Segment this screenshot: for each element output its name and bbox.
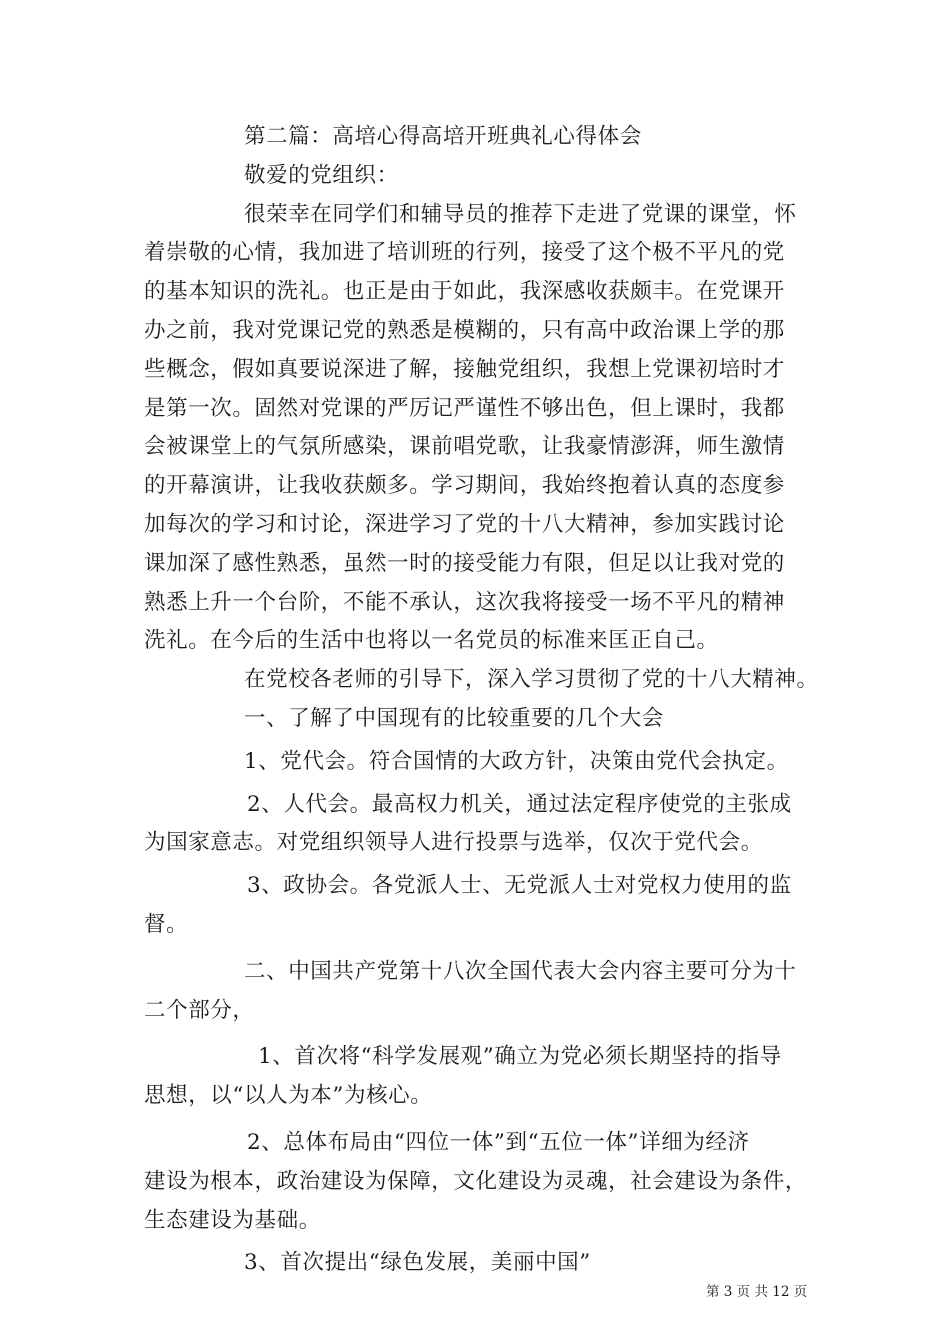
list-item-line: 思想，以“以人为本”为核心。 [144,1083,433,1109]
document-body [144,118,819,1283]
section-2-heading [144,953,814,1031]
list-item-line: 为国家意志。对党组织领导人进行投票与选举，仅次于党代会。 [144,830,763,856]
list-item: 1、党代会。符合国情的大政方针，决策由党代会执定。 [244,748,789,774]
paragraph-line: 是第一次。固然对党课的严厉记严谨性不够出色，但上课时，我都 [144,395,785,421]
list-item-line: 建设为根本，政治建设为保障，文化建设为灵魂，社会建设为条件， [144,1168,808,1194]
list-item [144,1038,814,1116]
paragraph-line: 些概念，假如真要说深进了解，接触党组织，我想上党课初培时才 [144,356,785,382]
list-item: 3、首次提出“绿色发展，美丽中国” [244,1250,591,1276]
paragraph-line: 很荣幸在同学们和辅导员的推荐下走进了党课的课堂，怀 [244,201,797,227]
list-item-line: 2、人代会。最高权力机关，通过法定程序使党的主张成 [247,791,792,817]
paragraph-line: 熟悉上升一个台阶，不能不承认，这次我将接受一场不平凡的精神 [144,589,785,615]
paragraph-1 [144,196,814,662]
salutation: 敬爱的党组织： [244,162,399,188]
paragraph-line: 的开幕演讲，让我收获颇多。学习期间，我始终抱着认真的态度参 [144,473,785,499]
page-number: 第 3 页 共 12 页 [706,1284,808,1300]
list-item-line: 督。 [144,911,189,937]
paragraph-line: 的基本知识的洗礼。也正是由于如此，我深感收获颇丰。在党课开 [144,279,785,305]
paragraph-line: 会被课堂上的气氛所感染，课前唱党歌，让我豪情澎湃，师生激情 [144,434,785,460]
paragraph-line: 加每次的学习和讨论，深进学习了党的十八大精神，参加实践讨论 [144,511,785,537]
list-item [144,786,814,864]
list-item-line: 2、总体布局由“四位一体”到“五位一体”详细为经济 [247,1129,750,1155]
paragraph-2: 在党校各老师的引导下，深入学习贯彻了党的十八大精神。 [244,667,819,693]
paragraph-line: 洗礼。在今后的生活中也将以一名党员的标准来匡正自己。 [144,628,719,654]
paragraph-line: 着崇敬的心情，我加进了培训班的行列，接受了这个极不平凡的党 [144,240,785,266]
list-item [144,867,814,945]
list-item [144,1124,814,1240]
section-1-heading: 一、了解了中国现有的比较重要的几个大会 [244,705,664,731]
section-heading-line: 二、中国共产党第十八次全国代表大会内容主要可分为十 [244,958,797,984]
list-item-line: 3、政协会。各党派人士、无党派人士对党权力使用的监 [247,873,792,899]
list-item-line: 生态建设为基础。 [144,1207,321,1233]
section-heading-line: 二个部分， [144,997,255,1023]
list-item-line: 1、首次将“科学发展观”确立为党必须长期坚持的指导 [258,1044,782,1070]
document-title: 第二篇：高培心得高培开班典礼心得体会 [244,124,642,149]
paragraph-line: 办之前，我对党课记党的熟悉是模糊的，只有高中政治课上学的那 [144,317,785,343]
paragraph-line: 课加深了感性熟悉，虽然一时的接受能力有限，但足以让我对党的 [144,550,785,576]
